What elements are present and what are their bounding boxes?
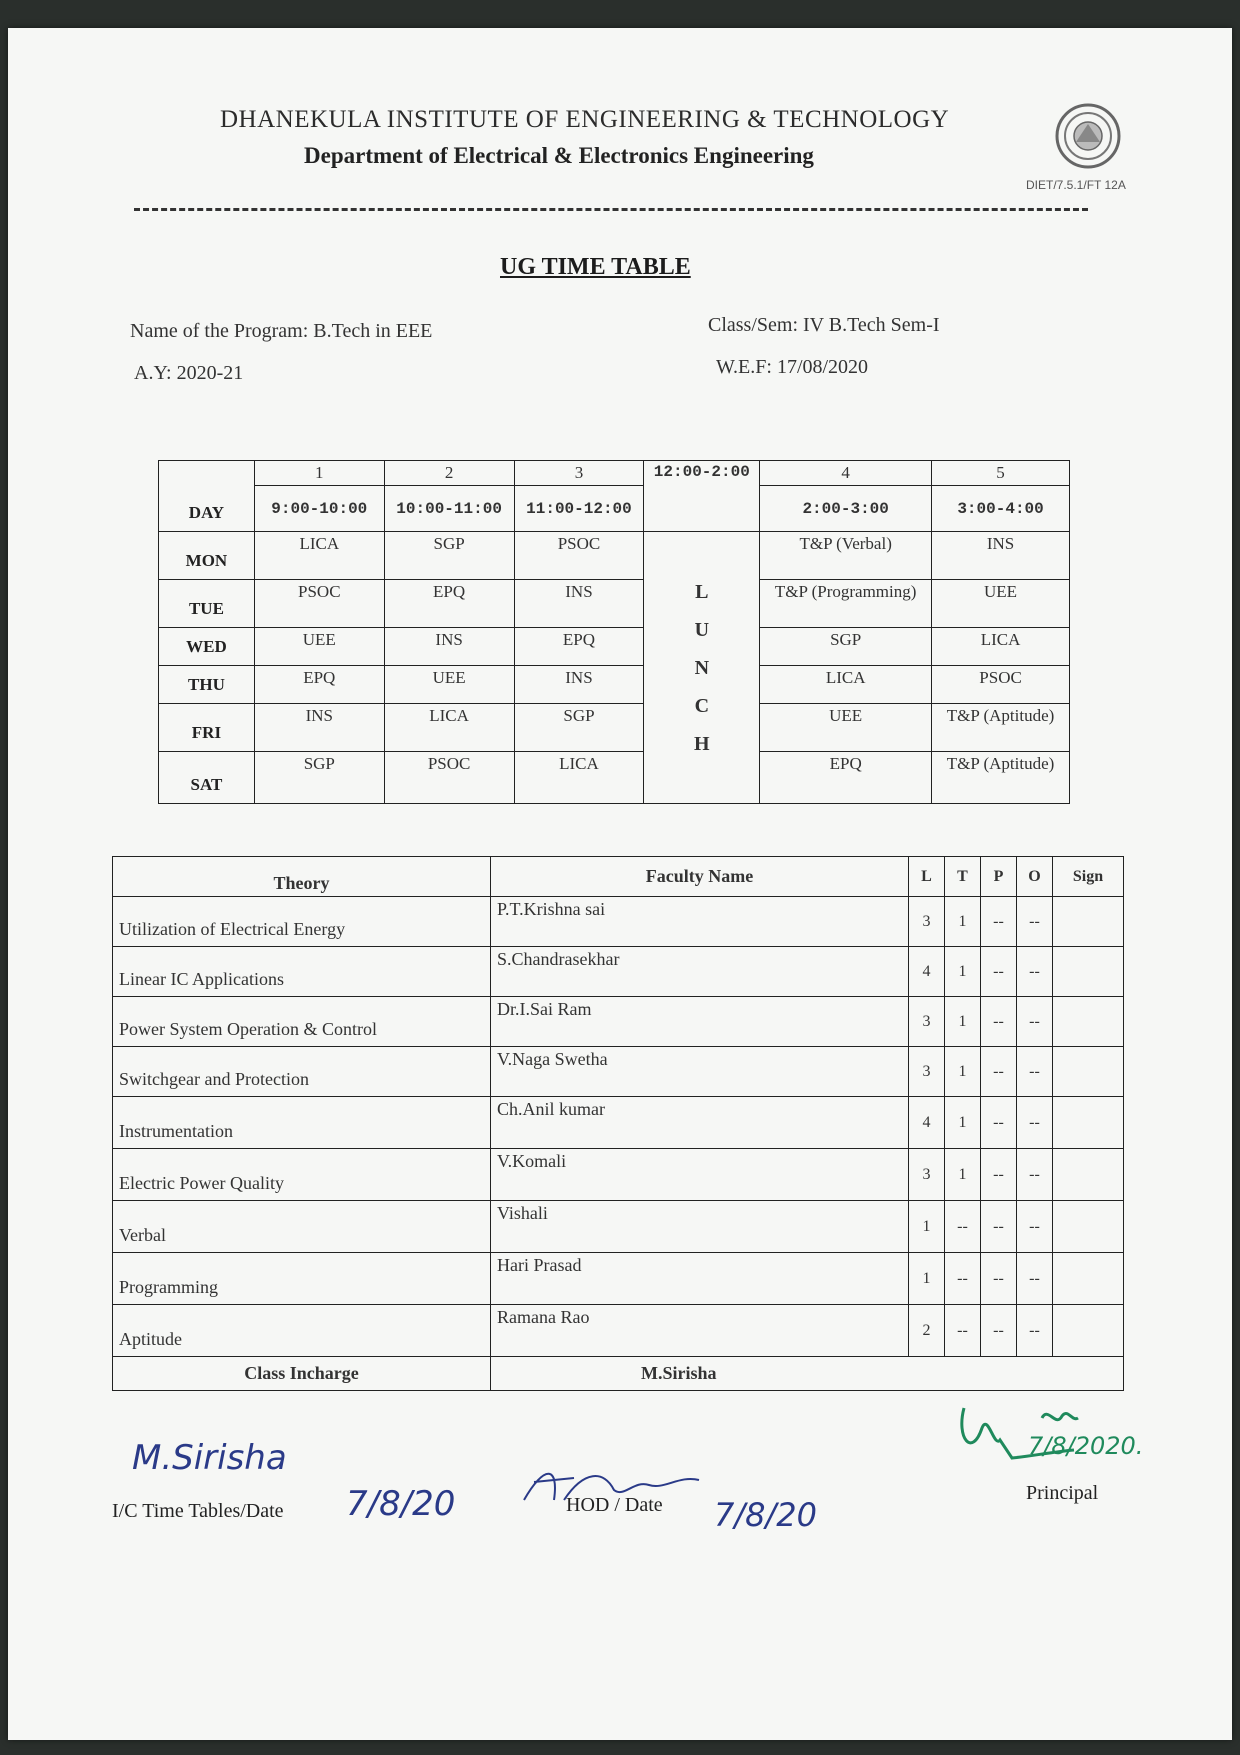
- period-cell: LICA: [760, 666, 932, 704]
- day-label: TUE: [159, 580, 255, 628]
- period-time: 2:00-3:00: [760, 486, 932, 532]
- lunch-letter: L: [695, 580, 709, 603]
- period-cell: T&P (Aptitude): [932, 704, 1070, 752]
- table-row: [113, 1253, 1124, 1305]
- ic-timetable-label: I/C Time Tables/Date: [112, 1500, 284, 1522]
- practical-hours: --: [981, 1201, 1017, 1253]
- period-cell: INS: [932, 532, 1070, 580]
- period-cell: EPQ: [760, 752, 932, 804]
- lunch-letter: C: [694, 694, 710, 717]
- faculty-name: V.Komali: [491, 1149, 909, 1201]
- period-cell: LICA: [254, 532, 384, 580]
- period-cell: INS: [384, 628, 514, 666]
- other-hours: --: [1017, 1097, 1053, 1149]
- tutorial-hours: 1: [945, 1097, 981, 1149]
- sign-cell: [1053, 947, 1124, 997]
- principal-label: Principal: [1026, 1482, 1099, 1504]
- table-row: [113, 1201, 1124, 1253]
- day-label: MON: [159, 532, 255, 580]
- faculty-name: Dr.I.Sai Ram: [491, 997, 909, 1047]
- practical-hours: --: [981, 897, 1017, 947]
- page-title: UG TIME TABLE: [500, 254, 691, 280]
- practical-hours: --: [981, 947, 1017, 997]
- o-header: O: [1017, 857, 1053, 897]
- subject-name: Power System Operation & Control: [113, 997, 491, 1047]
- academic-year: A.Y: 2020-21: [134, 362, 244, 384]
- l-header: L: [909, 857, 945, 897]
- program-name: Name of the Program: B.Tech in EEE: [130, 320, 433, 342]
- lunch-letter: U: [694, 618, 710, 641]
- period-time: 11:00-12:00: [514, 486, 644, 532]
- lunch-letter: H: [694, 732, 710, 755]
- table-row: [113, 1149, 1124, 1201]
- sign-cell: [1053, 1305, 1124, 1357]
- day-label: FRI: [159, 704, 255, 752]
- period-number: 2: [384, 461, 514, 486]
- day-label: WED: [159, 628, 255, 666]
- table-row: [113, 1097, 1124, 1149]
- table-row: [113, 1047, 1124, 1097]
- lunch-letter: N: [694, 656, 710, 679]
- subject-name: Switchgear and Protection: [113, 1047, 491, 1097]
- subject-name: Aptitude: [113, 1305, 491, 1357]
- lecture-hours: 3: [909, 1149, 945, 1201]
- period-cell: PSOC: [384, 752, 514, 804]
- period-number: 3: [514, 461, 644, 486]
- sign-cell: [1053, 1047, 1124, 1097]
- p-header: P: [981, 857, 1017, 897]
- period-cell: LICA: [514, 752, 644, 804]
- period-cell: T&P (Programming): [760, 580, 932, 628]
- period-cell: EPQ: [254, 666, 384, 704]
- document-page: [8, 28, 1232, 1740]
- period-number: 1: [254, 461, 384, 486]
- sign-cell: [1053, 1149, 1124, 1201]
- faculty-name: Vishali: [491, 1201, 909, 1253]
- lecture-hours: 1: [909, 1253, 945, 1305]
- period-cell: INS: [254, 704, 384, 752]
- practical-hours: --: [981, 1305, 1017, 1357]
- period-cell: LICA: [932, 628, 1070, 666]
- t-header: T: [945, 857, 981, 897]
- other-hours: --: [1017, 997, 1053, 1047]
- lecture-hours: 4: [909, 1097, 945, 1149]
- day-header: DAY: [159, 461, 255, 532]
- subject-name: Linear IC Applications: [113, 947, 491, 997]
- subject-name: Electric Power Quality: [113, 1149, 491, 1201]
- institute-logo: [1054, 102, 1122, 170]
- table-row: [159, 704, 1070, 752]
- lecture-hours: 3: [909, 897, 945, 947]
- sign-cell: [1053, 1253, 1124, 1305]
- class-incharge-row: [113, 1357, 1124, 1391]
- table-row: [113, 997, 1124, 1047]
- faculty-name: V.Naga Swetha: [491, 1047, 909, 1097]
- table-row: [159, 752, 1070, 804]
- tutorial-hours: 1: [945, 1149, 981, 1201]
- subject-name: Instrumentation: [113, 1097, 491, 1149]
- period-cell: SGP: [384, 532, 514, 580]
- period-cell: UEE: [760, 704, 932, 752]
- lecture-hours: 3: [909, 997, 945, 1047]
- faculty-name: Ramana Rao: [491, 1305, 909, 1357]
- faculty-name: P.T.Krishna sai: [491, 897, 909, 947]
- period-time: 9:00-10:00: [254, 486, 384, 532]
- lunch-column: [644, 532, 760, 804]
- sign-cell: [1053, 897, 1124, 947]
- table-row: [113, 897, 1124, 947]
- period-cell: SGP: [254, 752, 384, 804]
- lecture-hours: 2: [909, 1305, 945, 1357]
- table-row: [113, 947, 1124, 997]
- period-cell: SGP: [514, 704, 644, 752]
- theory-header: Theory: [113, 857, 491, 897]
- ic-signature: M.Sirisha: [132, 1438, 287, 1478]
- tutorial-hours: --: [945, 1201, 981, 1253]
- period-cell: UEE: [384, 666, 514, 704]
- hod-label: HOD / Date: [566, 1494, 663, 1516]
- period-cell: T&P (Aptitude): [932, 752, 1070, 804]
- tutorial-hours: --: [945, 1253, 981, 1305]
- other-hours: --: [1017, 947, 1053, 997]
- table-row: [159, 532, 1070, 580]
- tutorial-hours: --: [945, 1305, 981, 1357]
- period-cell: UEE: [932, 580, 1070, 628]
- faculty-table: [112, 856, 1124, 1391]
- institute-name: DHANEKULA INSTITUTE OF ENGINEERING & TECHNOLOGY: [220, 106, 950, 133]
- sign-cell: [1053, 1097, 1124, 1149]
- class-incharge-name: M.Sirisha: [491, 1357, 1124, 1391]
- hod-signature-date: 7/8/20: [714, 1496, 817, 1534]
- period-number: 4: [760, 461, 932, 486]
- tutorial-hours: 1: [945, 947, 981, 997]
- time-table: [158, 460, 1070, 804]
- tutorial-hours: 1: [945, 997, 981, 1047]
- table-row: [159, 666, 1070, 704]
- period-cell: EPQ: [384, 580, 514, 628]
- ic-signature-date: 7/8/20: [346, 1484, 456, 1524]
- header-divider: [134, 208, 1088, 211]
- faculty-header: Faculty Name: [491, 857, 909, 897]
- class-semester: Class/Sem: IV B.Tech Sem-I: [708, 314, 940, 336]
- period-cell: LICA: [384, 704, 514, 752]
- period-cell: INS: [514, 580, 644, 628]
- class-incharge-label: Class Incharge: [113, 1357, 491, 1391]
- lecture-hours: 1: [909, 1201, 945, 1253]
- lunch-time: 12:00-2:00: [644, 461, 760, 532]
- period-cell: EPQ: [514, 628, 644, 666]
- period-cell: PSOC: [932, 666, 1070, 704]
- subject-name: Programming: [113, 1253, 491, 1305]
- tutorial-hours: 1: [945, 897, 981, 947]
- document-code: DIET/7.5.1/FT 12A: [1026, 178, 1126, 192]
- practical-hours: --: [981, 1097, 1017, 1149]
- day-label: THU: [159, 666, 255, 704]
- practical-hours: --: [981, 1149, 1017, 1201]
- table-row: [113, 1305, 1124, 1357]
- practical-hours: --: [981, 997, 1017, 1047]
- department-name: Department of Electrical & Electronics Engineering: [304, 143, 814, 168]
- period-time: 10:00-11:00: [384, 486, 514, 532]
- sign-cell: [1053, 1201, 1124, 1253]
- faculty-name: S.Chandrasekhar: [491, 947, 909, 997]
- period-cell: PSOC: [254, 580, 384, 628]
- tutorial-hours: 1: [945, 1047, 981, 1097]
- period-time: 3:00-4:00: [932, 486, 1070, 532]
- sign-header: Sign: [1053, 857, 1124, 897]
- practical-hours: --: [981, 1047, 1017, 1097]
- faculty-name: Ch.Anil kumar: [491, 1097, 909, 1149]
- other-hours: --: [1017, 1149, 1053, 1201]
- day-label: SAT: [159, 752, 255, 804]
- period-cell: INS: [514, 666, 644, 704]
- period-number: 5: [932, 461, 1070, 486]
- table-row: [159, 628, 1070, 666]
- practical-hours: --: [981, 1253, 1017, 1305]
- principal-signature-date: 7/8/2020.: [1028, 1432, 1144, 1460]
- with-effect-from: W.E.F: 17/08/2020: [716, 356, 869, 378]
- lecture-hours: 4: [909, 947, 945, 997]
- other-hours: --: [1017, 1201, 1053, 1253]
- other-hours: --: [1017, 897, 1053, 947]
- period-cell: UEE: [254, 628, 384, 666]
- faculty-name: Hari Prasad: [491, 1253, 909, 1305]
- other-hours: --: [1017, 1047, 1053, 1097]
- other-hours: --: [1017, 1305, 1053, 1357]
- period-cell: T&P (Verbal): [760, 532, 932, 580]
- table-row: [159, 580, 1070, 628]
- sign-cell: [1053, 997, 1124, 1047]
- period-cell: PSOC: [514, 532, 644, 580]
- lecture-hours: 3: [909, 1047, 945, 1097]
- subject-name: Utilization of Electrical Energy: [113, 897, 491, 947]
- subject-name: Verbal: [113, 1201, 491, 1253]
- other-hours: --: [1017, 1253, 1053, 1305]
- period-cell: SGP: [760, 628, 932, 666]
